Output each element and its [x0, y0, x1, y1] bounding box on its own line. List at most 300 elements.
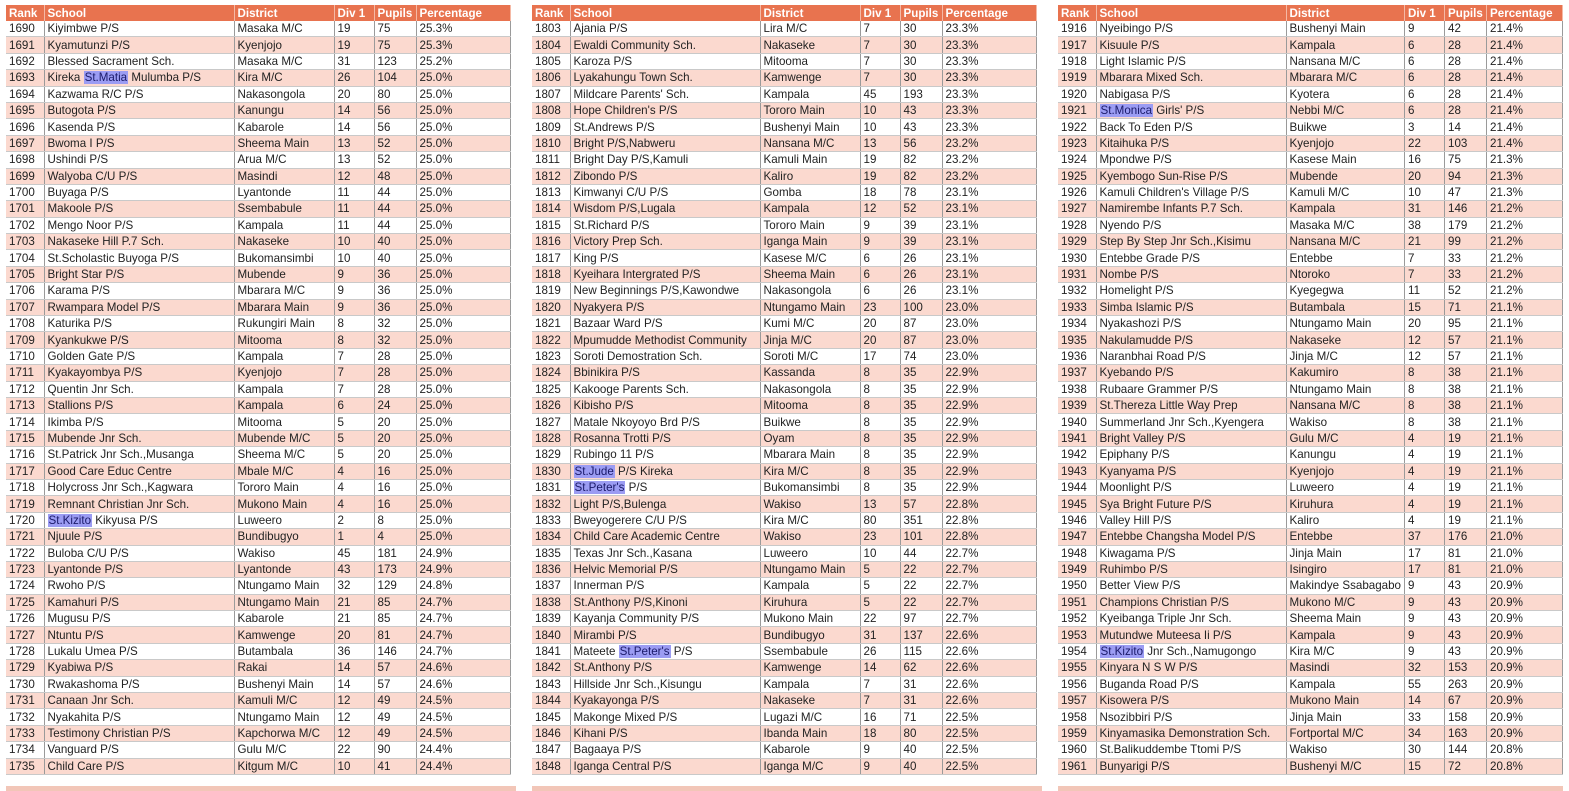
percentage-cell: 22.7%	[942, 545, 1036, 561]
pupils-cell: 137	[900, 627, 942, 643]
rank-cell: 1958	[1058, 709, 1096, 725]
district-cell: Mbale M/C	[234, 463, 334, 479]
district-cell: Mitooma	[760, 53, 860, 69]
div1-cell: 8	[334, 332, 374, 348]
table-row	[6, 447, 510, 463]
div1-header: Div 1	[334, 5, 374, 21]
pupils-cell: 52	[374, 152, 416, 168]
percentage-cell: 21.1%	[1487, 397, 1563, 413]
div1-cell: 4	[334, 479, 374, 495]
school-cell: Nakaseke Hill P.7 Sch.	[44, 234, 234, 250]
district-header: District	[234, 5, 334, 21]
div1-cell: 13	[860, 496, 900, 512]
district-cell: Fortportal M/C	[1286, 725, 1405, 741]
school-cell: Innerman P/S	[570, 578, 760, 594]
div1-cell: 9	[860, 234, 900, 250]
div1-cell: 4	[1405, 479, 1445, 495]
div1-cell: 55	[1405, 676, 1445, 692]
div1-cell: 23	[860, 299, 900, 315]
pupils-cell: 103	[1445, 135, 1487, 151]
district-cell: Kampala	[760, 201, 860, 217]
div1-cell: 20	[334, 86, 374, 102]
table-row	[1058, 545, 1563, 561]
div1-cell: 21	[334, 594, 374, 610]
div1-cell: 37	[1405, 529, 1445, 545]
rank-cell: 1720	[6, 512, 44, 528]
school-cell: Light Islamic P/S	[1096, 53, 1286, 69]
table-row	[6, 201, 510, 217]
rank-cell: 1822	[532, 332, 570, 348]
rank-cell: 1810	[532, 135, 570, 151]
school-cell: Testimony Christian P/S	[44, 725, 234, 741]
pupils-cell: 49	[374, 725, 416, 741]
percentage-cell: 22.8%	[942, 529, 1036, 545]
table-row	[6, 414, 510, 430]
div1-cell: 8	[860, 381, 900, 397]
rank-cell: 1725	[6, 594, 44, 610]
percentage-cell: 21.2%	[1487, 250, 1563, 266]
percentage-cell: 25.0%	[416, 430, 510, 446]
school-cell: Kyakayombya P/S	[44, 365, 234, 381]
district-cell: Wakiso	[234, 545, 334, 561]
table-row	[6, 463, 510, 479]
school-cell: Kihani P/S	[570, 725, 760, 741]
rank-cell: 1959	[1058, 725, 1096, 741]
table-row	[6, 512, 510, 528]
percentage-cell: 22.9%	[942, 447, 1036, 463]
pupils-cell: 74	[900, 348, 942, 364]
school-cell: Kyabiwa P/S	[44, 660, 234, 676]
district-cell: Kiruhura	[1286, 496, 1405, 512]
div1-cell: 20	[1405, 168, 1445, 184]
school-cell: Sya Bright Future P/S	[1096, 496, 1286, 512]
rank-cell: 1704	[6, 250, 44, 266]
rank-cell: 1818	[532, 266, 570, 282]
rank-header: Rank	[1058, 5, 1096, 21]
percentage-cell: 23.0%	[942, 332, 1036, 348]
district-cell: Iganga M/C	[760, 758, 860, 774]
school-cell: Katurika P/S	[44, 316, 234, 332]
district-cell: Kyegegwa	[1286, 283, 1405, 299]
table-row	[532, 594, 1036, 610]
percentage-cell: 22.8%	[942, 496, 1036, 512]
table-row	[532, 578, 1036, 594]
pupils-cell: 158	[1445, 709, 1487, 725]
rank-cell: 1729	[6, 660, 44, 676]
school-cell: Rosanna Trotti P/S	[570, 430, 760, 446]
header-row	[1058, 5, 1563, 21]
school-cell: Rubaare Grammer P/S	[1096, 381, 1286, 397]
pupils-cell: 35	[900, 397, 942, 413]
district-cell: Wakiso	[760, 496, 860, 512]
div1-cell: 9	[1405, 578, 1445, 594]
div1-cell: 19	[860, 152, 900, 168]
percentage-cell: 25.0%	[416, 447, 510, 463]
district-cell: Kyenjojo	[1286, 135, 1405, 151]
pupils-cell: 28	[374, 365, 416, 381]
school-cell: Canaan Jnr Sch.	[44, 693, 234, 709]
div1-cell: 14	[1405, 693, 1445, 709]
div1-cell: 7	[860, 21, 900, 37]
rank-cell: 1951	[1058, 594, 1096, 610]
percentage-cell: 23.2%	[942, 135, 1036, 151]
pupils-cell: 144	[1445, 742, 1487, 758]
rank-cell: 1830	[532, 463, 570, 479]
table-row	[6, 611, 510, 627]
rank-cell: 1833	[532, 512, 570, 528]
table-row	[6, 70, 510, 86]
pupils-cell: 100	[900, 299, 942, 315]
div1-cell: 8	[860, 479, 900, 495]
percentage-cell: 21.1%	[1487, 381, 1563, 397]
div1-cell: 34	[1405, 725, 1445, 741]
district-cell: Mitooma	[760, 397, 860, 413]
pupils-cell: 67	[1445, 693, 1487, 709]
percentage-cell: 24.8%	[416, 578, 510, 594]
div1-cell: 17	[1405, 561, 1445, 577]
school-cell: Kyembogo Sun-Rise P/S	[1096, 168, 1286, 184]
district-cell: Mukono Main	[234, 496, 334, 512]
percentage-cell: 21.4%	[1487, 37, 1563, 53]
school-cell: St.Anthony P/S	[570, 660, 760, 676]
percentage-cell: 21.3%	[1487, 168, 1563, 184]
school-cell: Bunyarigi P/S	[1096, 758, 1286, 774]
pupils-cell: 43	[900, 119, 942, 135]
table-row	[1058, 266, 1563, 282]
ranking-table-panel-right	[1058, 5, 1563, 775]
rank-cell: 1936	[1058, 348, 1096, 364]
pupils-cell: 22	[900, 561, 942, 577]
district-cell: Jinja M/C	[1286, 348, 1405, 364]
rank-cell: 1945	[1058, 496, 1096, 512]
school-cell: St.Patrick Jnr Sch.,Musanga	[44, 447, 234, 463]
div1-cell: 7	[334, 348, 374, 364]
rank-cell: 1831	[532, 479, 570, 495]
district-cell: Butambala	[1286, 299, 1405, 315]
pupils-cell: 176	[1445, 529, 1487, 545]
div1-cell: 15	[1405, 758, 1445, 774]
rank-cell: 1839	[532, 611, 570, 627]
div1-cell: 6	[860, 250, 900, 266]
percentage-cell: 20.9%	[1487, 660, 1563, 676]
school-cell: Simba Islamic P/S	[1096, 299, 1286, 315]
percentage-cell: 23.2%	[942, 152, 1036, 168]
div1-cell: 9	[334, 266, 374, 282]
percentage-cell: 25.3%	[416, 21, 510, 37]
school-cell: Bright Day P/S,Kamuli	[570, 152, 760, 168]
div1-cell: 1	[334, 529, 374, 545]
div1-cell: 8	[334, 316, 374, 332]
district-cell: Bushenyi Main	[234, 676, 334, 692]
table-row	[6, 594, 510, 610]
table-row	[6, 250, 510, 266]
div1-cell: 7	[860, 53, 900, 69]
pupils-cell: 36	[374, 266, 416, 282]
div1-cell: 5	[334, 447, 374, 463]
pupils-cell: 38	[1445, 397, 1487, 413]
table-row	[6, 348, 510, 364]
table-row	[6, 676, 510, 692]
percentage-cell: 21.2%	[1487, 201, 1563, 217]
percentage-cell: 22.6%	[942, 627, 1036, 643]
pupils-cell: 36	[374, 283, 416, 299]
div1-cell: 16	[860, 709, 900, 725]
table-row	[532, 561, 1036, 577]
pupils-cell: 39	[900, 234, 942, 250]
rank-cell: 1700	[6, 184, 44, 200]
pupils-cell: 40	[900, 758, 942, 774]
percentage-cell: 23.3%	[942, 53, 1036, 69]
rank-cell: 1692	[6, 53, 44, 69]
percentage-cell: 25.0%	[416, 529, 510, 545]
school-cell: Kibisho P/S	[570, 397, 760, 413]
pupils-cell: 26	[900, 250, 942, 266]
div1-cell: 7	[334, 381, 374, 397]
school-cell: Kyanyama P/S	[1096, 463, 1286, 479]
percentage-cell: 20.8%	[1487, 742, 1563, 758]
pupils-cell: 19	[1445, 447, 1487, 463]
rank-cell: 1718	[6, 479, 44, 495]
district-cell: Kampala	[234, 397, 334, 413]
table-row	[6, 184, 510, 200]
percentage-cell: 25.2%	[416, 53, 510, 69]
percentage-cell: 24.6%	[416, 676, 510, 692]
school-cell: Entebbe Changsha Model P/S	[1096, 529, 1286, 545]
pupils-cell: 75	[374, 21, 416, 37]
div1-cell: 5	[334, 430, 374, 446]
percentage-cell: 24.9%	[416, 545, 510, 561]
pupils-cell: 39	[900, 217, 942, 233]
rank-cell: 1946	[1058, 512, 1096, 528]
rank-cell: 1937	[1058, 365, 1096, 381]
pupils-cell: 181	[374, 545, 416, 561]
district-header: District	[1286, 5, 1405, 21]
percentage-header: Percentage	[416, 5, 510, 21]
school-cell: Valley Hill P/S	[1096, 512, 1286, 528]
school-cell: Bwoma I P/S	[44, 135, 234, 151]
district-cell: Kanungu	[1286, 447, 1405, 463]
school-cell: Kayanja Community P/S	[570, 611, 760, 627]
rank-cell: 1707	[6, 299, 44, 315]
table-row	[6, 168, 510, 184]
header-row	[532, 5, 1036, 21]
div1-cell: 11	[334, 184, 374, 200]
district-cell: Kasese M/C	[760, 250, 860, 266]
school-cell: Nsozibbiri P/S	[1096, 709, 1286, 725]
rank-cell: 1724	[6, 578, 44, 594]
div1-cell: 13	[334, 135, 374, 151]
div1-cell: 23	[860, 529, 900, 545]
rank-header: Rank	[532, 5, 570, 21]
table-row	[1058, 430, 1563, 446]
percentage-cell: 25.0%	[416, 102, 510, 118]
pupils-cell: 44	[374, 217, 416, 233]
pupils-cell: 31	[900, 676, 942, 692]
district-cell: Wakiso	[1286, 742, 1405, 758]
district-cell: Kamuli M/C	[1286, 184, 1405, 200]
school-cell: Child Care P/S	[44, 758, 234, 774]
pupils-cell: 41	[374, 758, 416, 774]
district-cell: Oyam	[760, 430, 860, 446]
table-row	[6, 102, 510, 118]
pupils-cell: 28	[1445, 102, 1487, 118]
div1-cell: 8	[1405, 397, 1445, 413]
pupils-cell: 20	[374, 447, 416, 463]
rank-cell: 1960	[1058, 742, 1096, 758]
table-row	[1058, 37, 1563, 53]
pupils-cell: 80	[900, 725, 942, 741]
district-cell: Lyantonde	[234, 561, 334, 577]
bottom-edge-strip	[6, 786, 516, 791]
pupils-cell: 43	[900, 102, 942, 118]
pupils-cell: 263	[1445, 676, 1487, 692]
school-cell: Texas Jnr Sch.,Kasana	[570, 545, 760, 561]
rank-cell: 1714	[6, 414, 44, 430]
percentage-cell: 23.3%	[942, 70, 1036, 86]
rank-cell: 1932	[1058, 283, 1096, 299]
school-cell: Rwampara Model P/S	[44, 299, 234, 315]
district-cell: Kampala	[234, 348, 334, 364]
percentage-cell: 22.6%	[942, 693, 1036, 709]
pupils-cell: 49	[374, 709, 416, 725]
rank-cell: 1699	[6, 168, 44, 184]
table-row	[6, 234, 510, 250]
div1-cell: 19	[860, 168, 900, 184]
percentage-cell: 22.7%	[942, 594, 1036, 610]
pupils-cell: 38	[1445, 381, 1487, 397]
div1-cell: 9	[860, 217, 900, 233]
table-row	[6, 316, 510, 332]
district-cell: Gulu M/C	[234, 742, 334, 758]
div1-cell: 4	[334, 496, 374, 512]
school-cell: Butogota P/S	[44, 102, 234, 118]
div1-cell: 31	[1405, 201, 1445, 217]
district-cell: Ntungamo Main	[1286, 316, 1405, 332]
school-cell: St.Thereza Little Way Prep	[1096, 397, 1286, 413]
pupils-cell: 44	[900, 545, 942, 561]
percentage-cell: 25.0%	[416, 234, 510, 250]
div1-cell: 36	[334, 643, 374, 659]
percentage-cell: 21.1%	[1487, 365, 1563, 381]
div1-cell: 10	[860, 545, 900, 561]
school-cell: Kyankukwe P/S	[44, 332, 234, 348]
pupils-cell: 82	[900, 168, 942, 184]
rank-cell: 1711	[6, 365, 44, 381]
pupils-cell: 38	[1445, 414, 1487, 430]
div1-cell: 9	[334, 299, 374, 315]
school-header: School	[1096, 5, 1286, 21]
district-cell: Kampala	[1286, 37, 1405, 53]
div1-cell: 12	[860, 201, 900, 217]
rank-cell: 1835	[532, 545, 570, 561]
table-row	[6, 283, 510, 299]
div1-cell: 13	[334, 152, 374, 168]
div1-cell: 11	[334, 217, 374, 233]
rank-cell: 1934	[1058, 316, 1096, 332]
school-cell: Buloba C/U P/S	[44, 545, 234, 561]
district-cell: Nakaseke	[760, 693, 860, 709]
school-cell: Child Care Academic Centre	[570, 529, 760, 545]
rank-cell: 1920	[1058, 86, 1096, 102]
school-cell: Vanguard P/S	[44, 742, 234, 758]
rank-cell: 1834	[532, 529, 570, 545]
school-cell: Holycross Jnr Sch.,Kagwara	[44, 479, 234, 495]
table-row	[6, 545, 510, 561]
percentage-cell: 23.0%	[942, 299, 1036, 315]
district-cell: Masaka M/C	[234, 21, 334, 37]
div1-cell: 8	[1405, 365, 1445, 381]
district-cell: Kumi M/C	[760, 316, 860, 332]
rank-cell: 1719	[6, 496, 44, 512]
pupils-cell: 85	[374, 594, 416, 610]
district-cell: Nakaseke	[760, 37, 860, 53]
div1-cell: 38	[1405, 217, 1445, 233]
school-cell: Ushindi P/S	[44, 152, 234, 168]
rank-cell: 1703	[6, 234, 44, 250]
district-cell: Jinja Main	[1286, 545, 1405, 561]
percentage-cell: 25.0%	[416, 512, 510, 528]
rank-cell: 1925	[1058, 168, 1096, 184]
district-cell: Kamuli M/C	[234, 693, 334, 709]
div1-cell: 7	[334, 365, 374, 381]
percentage-cell: 25.0%	[416, 201, 510, 217]
table-row	[532, 37, 1036, 53]
table-row	[1058, 381, 1563, 397]
district-cell: Tororo Main	[760, 102, 860, 118]
pupils-cell: 57	[1445, 332, 1487, 348]
rank-cell: 1829	[532, 447, 570, 463]
table-row	[6, 479, 510, 495]
school-cell: Walyoba C/U P/S	[44, 168, 234, 184]
pupils-cell: 4	[374, 529, 416, 545]
pupils-cell: 173	[374, 561, 416, 577]
div1-cell: 4	[1405, 447, 1445, 463]
percentage-cell: 24.5%	[416, 725, 510, 741]
table-row	[1058, 627, 1563, 643]
percentage-cell: 25.0%	[416, 217, 510, 233]
school-cell: Quentin Jnr Sch.	[44, 381, 234, 397]
school-cell: Namirembe Infants P.7 Sch.	[1096, 201, 1286, 217]
school-cell: Soroti Demostration Sch.	[570, 348, 760, 364]
district-cell: Nansana M/C	[1286, 234, 1405, 250]
table-row	[532, 332, 1036, 348]
table-row	[1058, 316, 1563, 332]
div1-cell: 10	[1405, 184, 1445, 200]
table-row	[532, 693, 1036, 709]
rank-cell: 1924	[1058, 152, 1096, 168]
school-cell: Buganda Road P/S	[1096, 676, 1286, 692]
rank-cell: 1956	[1058, 676, 1096, 692]
pupils-cell: 44	[374, 201, 416, 217]
pupils-cell: 80	[374, 86, 416, 102]
rank-cell: 1826	[532, 397, 570, 413]
percentage-cell: 23.1%	[942, 250, 1036, 266]
school-cell: Epiphany P/S	[1096, 447, 1286, 463]
district-cell: Nakaseke	[234, 234, 334, 250]
school-cell: Hillside Jnr Sch.,Kisungu	[570, 676, 760, 692]
div1-cell: 31	[860, 627, 900, 643]
percentage-cell: 23.1%	[942, 266, 1036, 282]
table-row	[532, 463, 1036, 479]
rank-cell: 1930	[1058, 250, 1096, 266]
pupils-cell: 26	[900, 283, 942, 299]
pupils-cell: 47	[1445, 184, 1487, 200]
rank-cell: 1933	[1058, 299, 1096, 315]
percentage-cell: 22.7%	[942, 578, 1036, 594]
div1-cell: 20	[334, 627, 374, 643]
rank-cell: 1735	[6, 758, 44, 774]
div1-cell: 15	[1405, 299, 1445, 315]
